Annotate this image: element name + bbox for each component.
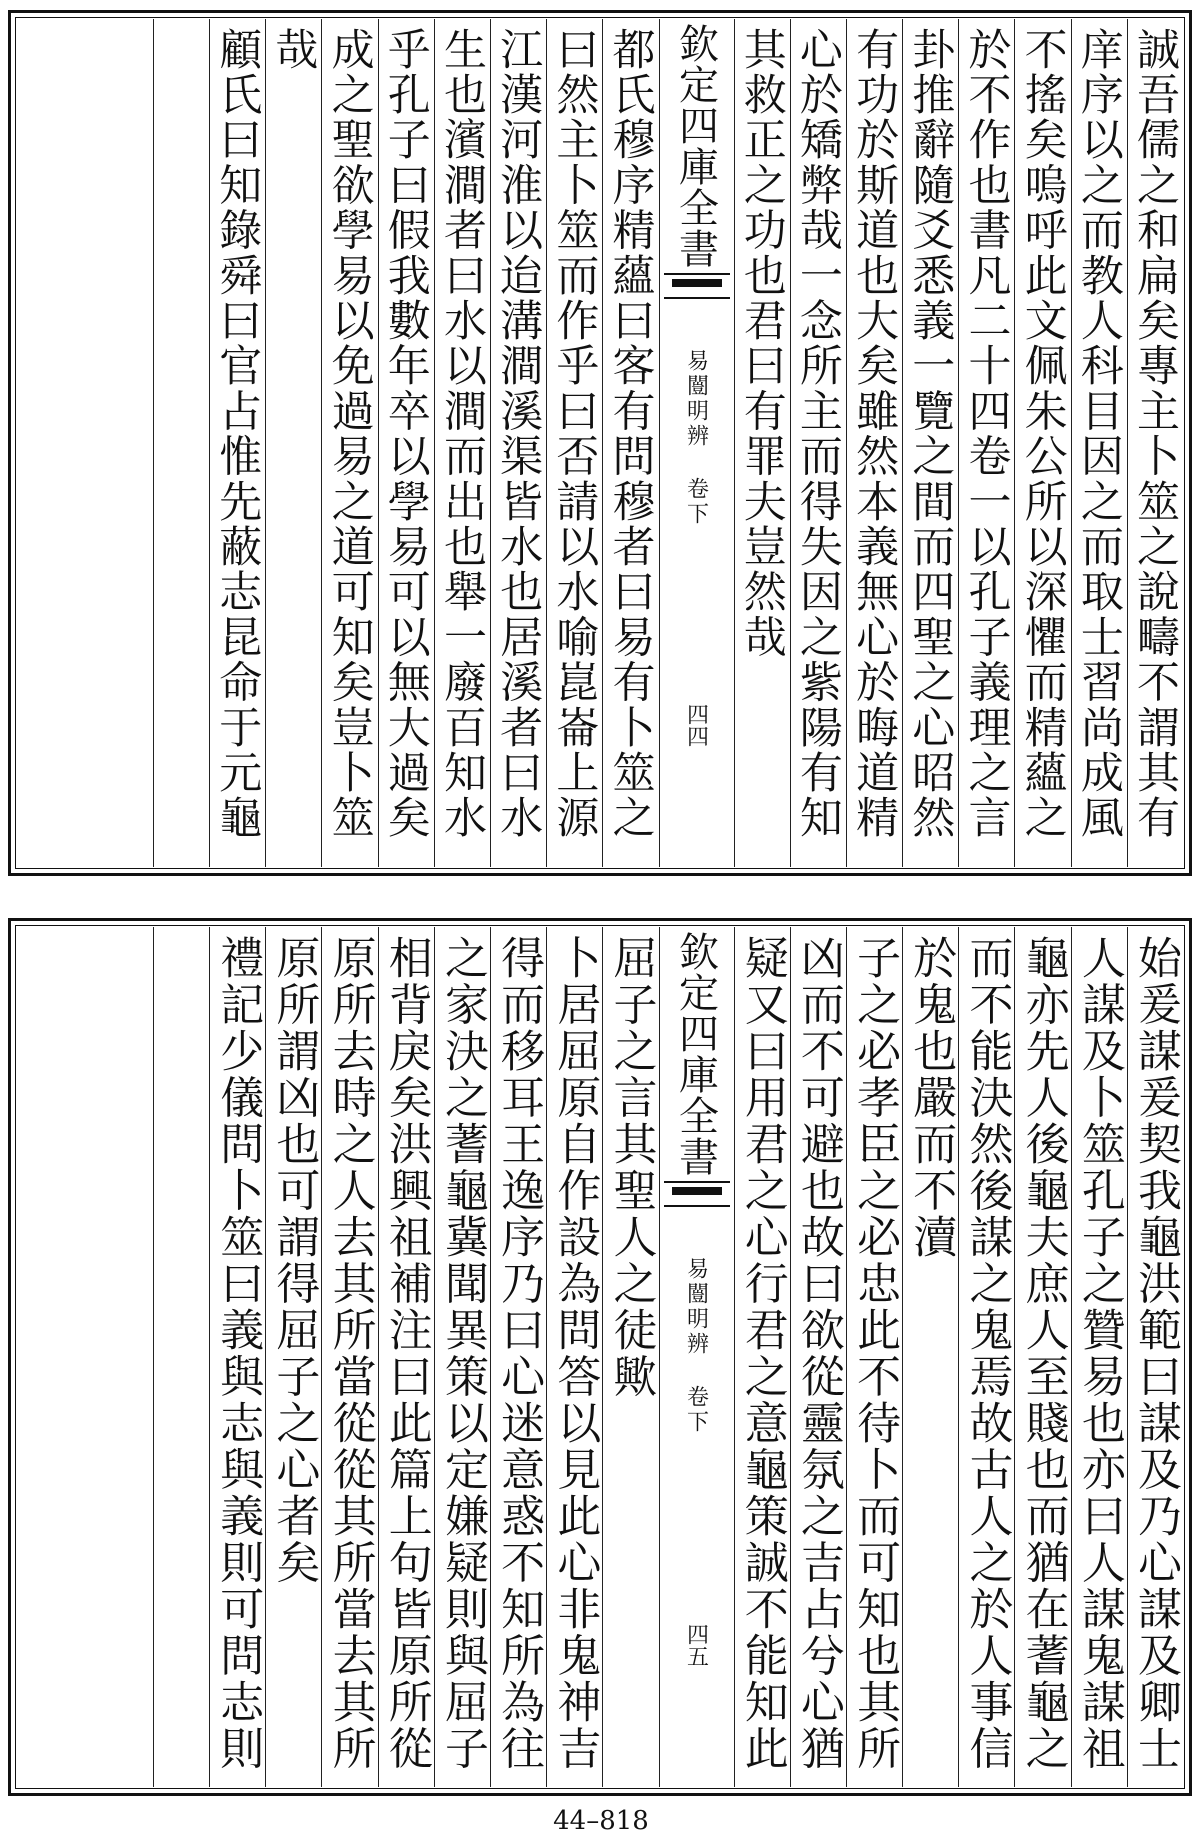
volume-label: 易闓明辨 卷下 bbox=[683, 349, 709, 527]
text-column: 而不能決然後謀之鬼焉故古人之於人事信 bbox=[958, 927, 1014, 1787]
upper-columns bbox=[17, 19, 1183, 867]
text-column: 生也濱澗者曰水以澗而出也舉一廢百知水 bbox=[434, 19, 490, 867]
text-column bbox=[153, 927, 209, 1787]
text-column bbox=[97, 19, 153, 867]
text-column: 於鬼也嚴而不瀆 bbox=[902, 927, 958, 1787]
lower-page bbox=[8, 918, 1192, 1796]
fish-tail-mark bbox=[664, 1181, 730, 1207]
text-column: 顧氏曰知錄舜曰官占惟先蔽志昆命于元龜 bbox=[209, 19, 265, 867]
text-column: 原所謂凶也可謂得屈子之心者矣 bbox=[265, 927, 321, 1787]
upper-page bbox=[8, 10, 1192, 876]
text-column: 心於矯弊哉一念所主而得失因之紫陽有知 bbox=[790, 19, 846, 867]
text-column: 屈子之言其聖人之徒歟 bbox=[602, 927, 658, 1787]
text-column: 始爰謀爰契我龜洪範曰謀及乃心謀及卿士 bbox=[1127, 927, 1183, 1787]
text-column: 成之聖欲學易以免過易之道可知矣豈卜筮 bbox=[321, 19, 377, 867]
text-column: 哉 bbox=[265, 19, 321, 867]
book-title: 欽定四庫全書 bbox=[672, 931, 719, 1177]
text-column: 江漢河淮以迨溝澗溪渠皆水也居溪者曰水 bbox=[490, 19, 546, 867]
page-footer-number: 44–818 bbox=[553, 1806, 649, 1836]
text-column: 卜居屈原自作設為問答以見此心非鬼神吉 bbox=[546, 927, 602, 1787]
text-column: 原所去時之人去其所當從從其所當去其所 bbox=[321, 927, 377, 1787]
text-column: 曰然主卜筮而作乎曰否請以水喻崑崙上源 bbox=[546, 19, 602, 867]
text-column: 人謀及卜筮孔子之贊易也亦曰人謀鬼謀祖 bbox=[1071, 927, 1127, 1787]
center-gutter bbox=[659, 19, 734, 867]
text-column: 其救正之功也君曰有罪夫豈然哉 bbox=[734, 19, 790, 867]
text-column: 龜亦先人後龜夫庶人至賤也而猶在蓍龜之 bbox=[1014, 927, 1070, 1787]
text-column: 得而移耳王逸序乃曰心迷意惑不知所為往 bbox=[490, 927, 546, 1787]
text-column: 卦推辭隨爻悉義一覽之間而四聖之心昭然 bbox=[902, 19, 958, 867]
text-column bbox=[97, 927, 153, 1787]
text-column: 誠吾儒之和扁矣專主卜筮之說疇不謂其有 bbox=[1127, 19, 1183, 867]
text-column: 疑又曰用君之心行君之意龜策誠不能知此 bbox=[734, 927, 790, 1787]
folio-number: 四四 bbox=[683, 703, 709, 747]
folio-number: 四五 bbox=[683, 1623, 709, 1667]
fish-tail-mark bbox=[664, 273, 730, 299]
text-column: 相背戾矣洪興祖補注曰此篇上句皆原所從 bbox=[378, 927, 434, 1787]
lower-columns bbox=[17, 927, 1183, 1787]
volume-label: 易闓明辨 卷下 bbox=[683, 1257, 709, 1435]
center-gutter bbox=[659, 927, 734, 1787]
text-column: 之家決之蓍龜冀聞異策以定嫌疑則與屈子 bbox=[434, 927, 490, 1787]
text-column: 庠序以之而教人科目因之而取士習尚成風 bbox=[1071, 19, 1127, 867]
text-column: 都氏穆序精蘊曰客有問穆者曰易有卜筮之 bbox=[602, 19, 658, 867]
book-title: 欽定四庫全書 bbox=[672, 23, 719, 269]
text-column: 禮記少儀問卜筮曰義與志與義則可問志則 bbox=[209, 927, 265, 1787]
text-column: 子之必孝臣之必忠此不待卜而可知也其所 bbox=[846, 927, 902, 1787]
text-column: 不搖矣嗚呼此文佩朱公所以深懼而精蘊之 bbox=[1014, 19, 1070, 867]
text-column: 有功於斯道也大矣雖然本義無心於晦道精 bbox=[846, 19, 902, 867]
text-column: 凶而不可避也故曰欲從靈氛之吉占兮心猶 bbox=[790, 927, 846, 1787]
text-column bbox=[153, 19, 209, 867]
text-column: 乎孔子曰假我數年卒以學易可以無大過矣 bbox=[378, 19, 434, 867]
text-column: 於不作也書凡二十四卷一以孔子義理之言 bbox=[958, 19, 1014, 867]
